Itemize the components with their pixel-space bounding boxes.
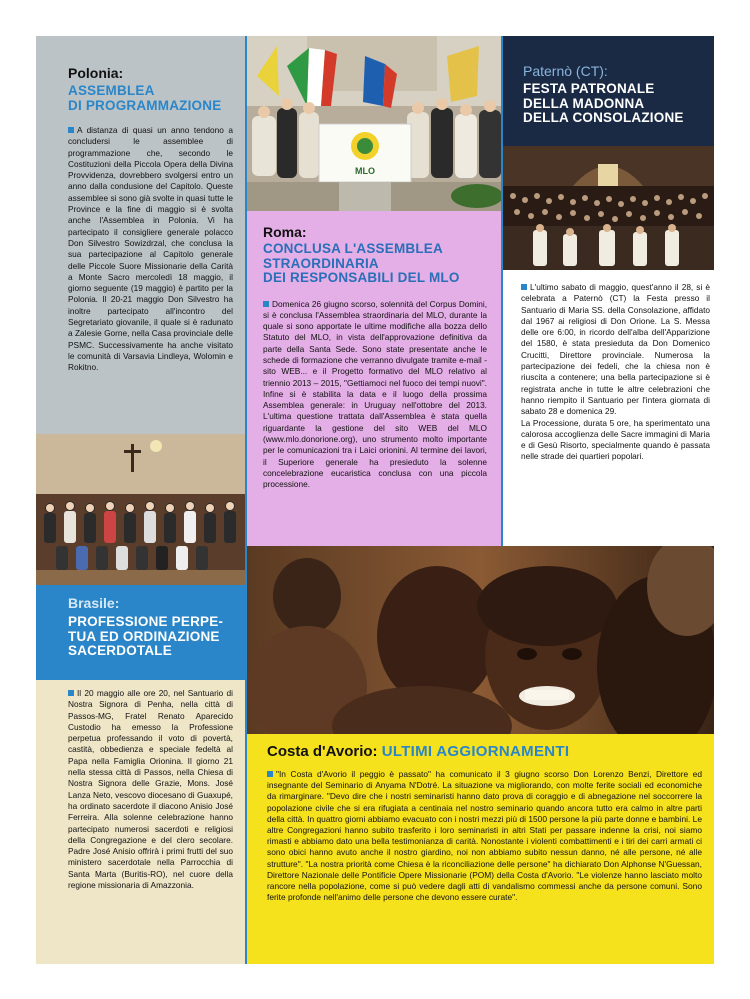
roma-place: Roma: <box>263 224 307 240</box>
costa-davorio-body: "In Costa d'Avorio il peggio è passato" ha comunicato il 3 giugno scorso Don Lorenzo Benzi, Direttore ed insegnante del Seminario di Anyama N'Dotré. La situazione va migliorando, con molte ferite sociali ed economiche da rimarginare. "Devo dire che i nostri seminaristi hanno dato prova di coraggio e di abnegazione nel soccorrere la popolazione civile che si era rifugiata a centinaia nel nostro seminario quando ancora tutto era calmo in altre parti della città. In quattro giorni abbiamo evacuato con i nostri mezzi più di 1500 persone la più parte donne e bambini. Le altre Congregazioni hanno subito trasferito i loro seminaristi in altri Stati per passare indenne la crisi, noi siamo rimasti e abbiamo dato una bella testimonianza di carità. Nonostante i violenti combattimenti e i tiri dei carri armati ci sono obici hanno avuto anche il nostro giardino, noi non abbiamo subito nessun danno, né alle persone, né alle strutture". "La nostra priorità come Chiesa è la riconciliazione delle persone" ha dichiarato Don Alphonse N'Guessan, Direttore Nazionale delle Pontificie Opere Missionarie (POM) della Costa d'Avorio. "Le violenze hanno lasciato molto rancore nella popolazione, come si può vedere dagli atti di vandalismo commessi anche da persone comuni. Sono ferite profonde nell'animo delle persone che devono essere curate". <box>267 769 702 903</box>
costa-davorio-place: Costa d'Avorio: <box>267 743 378 760</box>
bullet-square-icon <box>68 127 74 133</box>
bullet-square-icon <box>267 771 273 777</box>
costa-davorio-section <box>247 734 714 964</box>
polonia-place: Polonia: <box>68 65 124 81</box>
paterno-body-2: La Processione, durata 5 ore, ha sperimentato una calorosa accoglienza delle Sacre immagini di Maria e di Gesù Risorto, specialmente quando è passata nelle strade dei quartieri popolari. <box>521 417 710 462</box>
roma-section <box>247 211 501 546</box>
roma-title: CONCLUSA L'ASSEMBLEA STRAORDINARIA DEI RESPONSABILI DEL MLO <box>263 241 460 285</box>
bullet-square-icon <box>521 284 527 290</box>
bullet-square-icon <box>68 690 74 696</box>
polonia-title: ASSEMBLEA DI PROGRAMMAZIONE <box>68 83 222 113</box>
bullet-square-icon <box>263 301 269 307</box>
paterno-title: FESTA PATRONALE DELLA MADONNA DELLA CONSOLAZIONE <box>523 81 684 125</box>
polonia-body: A distanza di quasi un anno tendono a concludersi le assemblee di programmazione che, secondo le Costituzioni della Piccola Opera della Divina Provvidenza, dovrebbero svolgersi entro un anno dalla condusione del Capitolo. Queste assemblee si sono già svolte in quasi tutte le Province e la fine di maggio si è svolta anche l'Assemblea in Polonia. Vi ha partecipato il consigliere generale polacco Don Silvestro Sowizdrzal, che conclusa la sua partecipazione al Capitolo generale delle Piccole Suore Missionarie della Carità a Monte Sacro mercoledì 18 maggio, il giorno seguente (19 maggio) è partito per la Polonia. Il 20-21 maggio Don Silvestro ha inoltre partecipato all'incontro del Segretariato giovanile, il quale si è radunato a Zalesie Gorne, nella Casa provinciale delle PSMC. Successivamente ha anche visitato le comunità di Varsavia Lindleya, Wolomin e Rokitno. <box>68 125 233 373</box>
paterno-crowd-photo <box>503 146 714 270</box>
paterno-header <box>503 36 714 146</box>
brasile-place: Brasile: <box>68 595 120 611</box>
polonia-group-photo <box>36 434 245 585</box>
paterno-place: Paternò (CT): <box>523 63 608 79</box>
costa-davorio-photo <box>247 546 714 734</box>
brasile-body: Il 20 maggio alle ore 20, nel Santuario di Nostra Signora di Penha, nella città di Passos-MG, Fratel Renato Aparecido Custodio ha emesso la Professione perpetua professando il voto di povertà, castità, obbedienza e speciale fedeltà al Papa nella Famiglia Orionina. Il giorno 21 nella stessa città di Passos, nella Chiesa di Nostra Signora delle Grazie, Mons. José Lanza Neto, vescovo diocesano di Guaxupé, ha ordinato sacerdote il diacono Anisio José Ferreira. Alla solenne celebrazione hanno partecipato numerosi sacerdoti e religiosi della Congregazione e del clero secolare. Padre José Anisio offrirà i primi frutti del suo ministero sacerdotale nella Parrocchia di Santa Marta (Buritis-RO), nel cuore della regione missionaria di Amazzonia. <box>68 688 233 891</box>
brasile-header <box>36 585 245 680</box>
polonia-section <box>36 36 245 434</box>
costa-davorio-heading <box>267 743 702 761</box>
roma-mlo-photo <box>247 36 501 211</box>
brasile-section <box>36 680 245 964</box>
mlo-flag-text: MLO <box>355 166 375 176</box>
paterno-body: L'ultimo sabato di maggio, quest'anno il 28, si è celebrata a Paternò (CT) la Festa presso il Santuario di Maria SS. della Consolazione, affidato dal 1967 ai religiosi di Don Orione. La S. Messa delle ore 6:00, in ricordo dell'alba dell'Apparizione del 1580, è stata presieduta da Don Domenico Crucitti, Direttore provinciale. Numerosa la partecipazione dei fedeli, che la chiesa non è riuscita a contenere; una bella partecipazione si è registrata anche in tutte le altre celebrazioni che hanno riempito il Santuario per l'intera giornata di sabato 28 e domenica 29. <box>521 282 710 417</box>
brasile-title: PROFESSIONE PERPE- TUA ED ORDINAZIONE SACERDOTALE <box>68 614 224 658</box>
costa-davorio-title: ULTIMI AGGIORNAMENTI <box>381 743 570 760</box>
roma-body: Domenica 26 giugno scorso, solennità del Corpus Domini, si è conclusa l'Assemblea straordinaria del MLO, durante la quale si sono apportate le ultime modifiche alla bozza dello Statuto del MLO, in vista dell'approvazione definitiva da parte della Santa Sede. Sono state presentate anche le schede di formazione che verranno divulgate tramite e-mail - sito WEB... e il Progetto formativo del MLO relativo al triennio 2013 – 2015, "Gettiamoci nel fuoco dei tempi nuovi". Infine si è stabilita la data e il luogo della prossima Assemblea generale: in Uruguay nell'ottobre del 2013. L'ultima questione trattata dall'Assemblea è stata quella riguardante la gestione del sito WEB del MLO (www.mlo.donorione.org), uno strumento molto importante per le comunicazioni tra i Laici orionini. Al termine dei lavori, il Superiore generale ha presieduto la solenne concelebrazione eucaristica conclusa con una piccola processione. <box>263 298 487 490</box>
paterno-section <box>503 270 714 546</box>
